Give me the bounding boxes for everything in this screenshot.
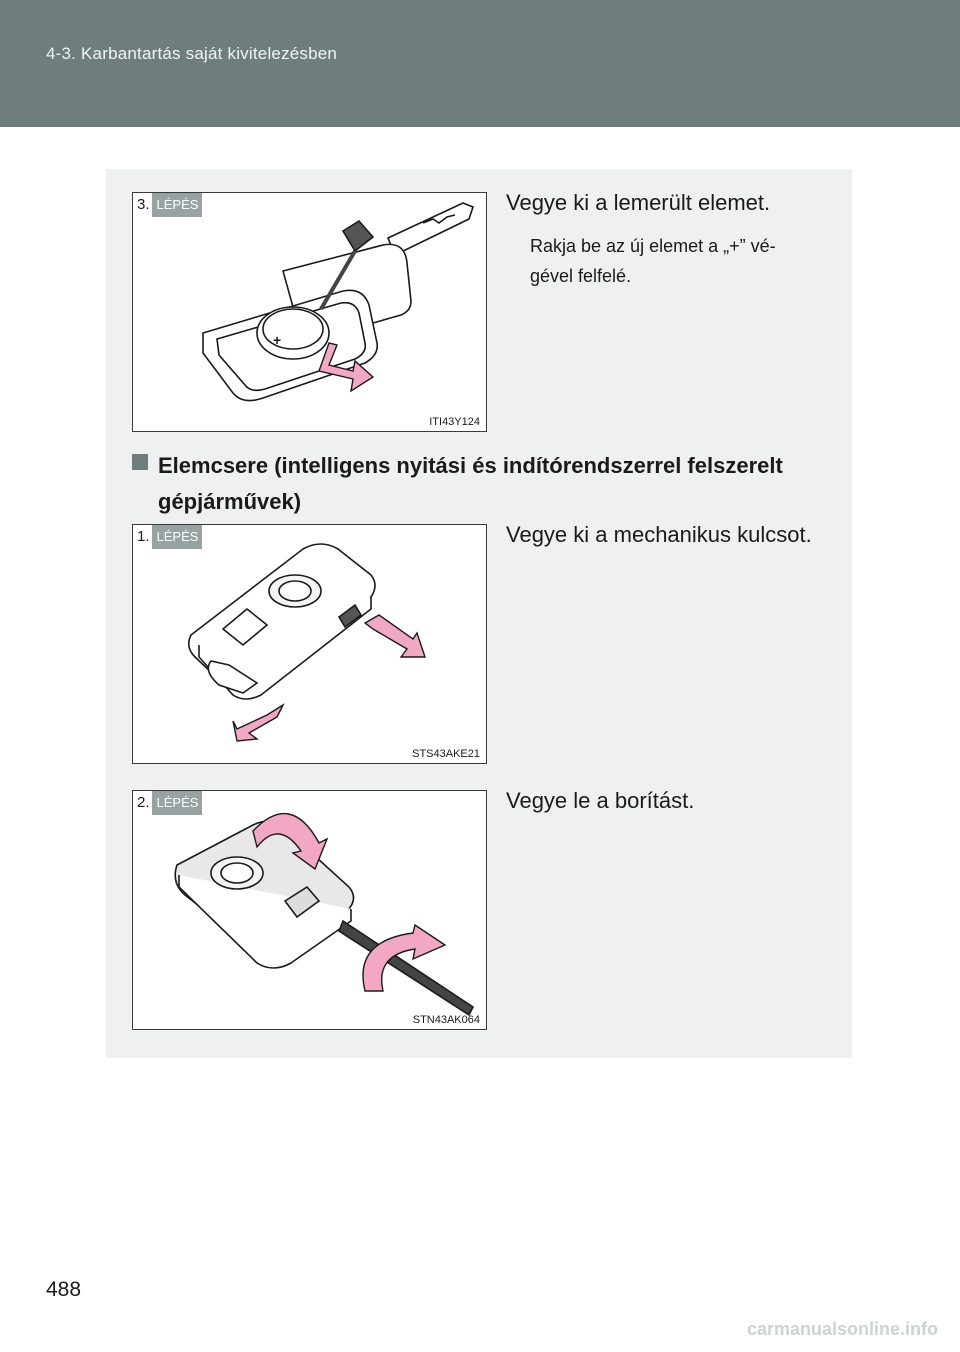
figure-remove-mechanical-key — [132, 524, 487, 764]
pull-out-arrow-icon — [233, 705, 283, 741]
heading-line-1: Elemcsere (intelligens nyitási és indítórendszerrel felszerelt — [158, 453, 783, 478]
step3-instruction: Vegye ki a lemerült elemet. — [506, 190, 771, 215]
step-label: LÉPÉS — [153, 525, 203, 549]
step-badge — [133, 193, 202, 217]
plus-sign: + — [273, 332, 282, 348]
figure-remove-cover — [132, 790, 487, 1030]
figure-remove-battery — [132, 192, 487, 432]
step-number: 1. — [133, 525, 153, 549]
section-heading — [132, 448, 832, 520]
watermark: carmanualsonline.info — [746, 1319, 938, 1339]
step3-note-line1: Rakja be az új elemet a „+” vé- — [530, 236, 776, 256]
page-header — [0, 0, 960, 127]
step-label: LÉPÉS — [153, 193, 203, 217]
step-number: 3. — [133, 193, 153, 217]
key-cover-illustration — [133, 791, 487, 1030]
slide-arrow-icon — [365, 615, 425, 657]
figure-code: STS43AKE21 — [412, 748, 480, 760]
step1-instruction: Vegye ki a mechanikus kulcsot. — [506, 522, 812, 547]
heading-square-icon — [132, 454, 148, 470]
step-badge — [133, 525, 202, 549]
page-number: 488 — [46, 1278, 82, 1301]
heading-line-2: gépjárművek) — [158, 489, 302, 514]
smart-key-illustration — [133, 525, 487, 764]
step3-note-line2: gével felfelé. — [530, 266, 632, 286]
figure-code: ITI43Y124 — [429, 416, 480, 428]
key-battery-illustration — [133, 193, 487, 432]
step-number: 2. — [133, 791, 153, 815]
section-title: 4-3. Karbantartás saját kivitelezésben — [46, 44, 338, 63]
step-badge — [133, 791, 202, 815]
step2-instruction: Vegye le a borítást. — [506, 788, 695, 813]
figure-code: STN43AK064 — [412, 1014, 480, 1026]
step-label: LÉPÉS — [153, 791, 203, 815]
